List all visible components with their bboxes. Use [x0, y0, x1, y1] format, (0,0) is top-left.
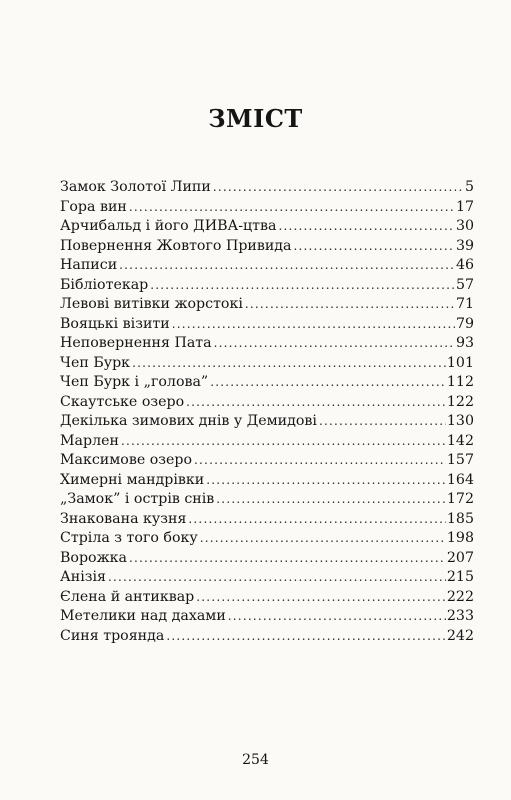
toc-entry — [60, 471, 474, 491]
toc-entry-title: Єлена й антиквар — [60, 588, 195, 605]
toc-entry-page: 112 — [446, 374, 474, 390]
toc-entry-page: 79 — [455, 315, 474, 332]
toc-entry — [60, 237, 474, 257]
dot-leader — [206, 471, 446, 491]
table-of-contents — [60, 178, 474, 646]
toc-entry — [60, 256, 474, 276]
toc-entry-page: 172 — [446, 491, 474, 507]
dot-leader — [108, 568, 446, 588]
dot-leader — [196, 588, 446, 608]
dot-leader — [188, 510, 446, 530]
dot-leader — [216, 490, 446, 510]
dot-leader — [214, 334, 455, 354]
toc-entry-page: 101 — [446, 354, 474, 371]
dot-leader — [166, 627, 446, 647]
toc-entry-page: 142 — [446, 432, 474, 449]
toc-entry-title: Декілька зимових днів у Демидові — [60, 413, 317, 429]
toc-entry — [60, 549, 474, 569]
dot-leader — [213, 178, 464, 198]
dot-leader — [278, 217, 454, 237]
dot-leader — [121, 432, 446, 452]
toc-entry-title: Ворожка — [60, 549, 127, 566]
toc-entry-title: Чеп Бурк і „голова” — [60, 374, 209, 390]
toc-entry-page: 215 — [446, 569, 474, 585]
toc-entry-page: 39 — [455, 237, 474, 254]
toc-entry — [60, 627, 474, 647]
page-number: 254 — [242, 752, 269, 768]
dot-leader — [194, 451, 446, 471]
dot-leader — [186, 393, 446, 413]
toc-entry — [60, 490, 474, 510]
toc-entry-title: Анізія — [60, 569, 106, 585]
toc-entry-page: 198 — [446, 530, 474, 546]
toc-entry-page: 130 — [446, 413, 474, 429]
toc-entry — [60, 354, 474, 374]
dot-leader — [210, 373, 446, 393]
dot-leader — [129, 549, 446, 569]
toc-entry — [60, 373, 474, 393]
toc-entry-page: 242 — [446, 627, 474, 644]
toc-entry-page: 185 — [446, 510, 474, 527]
toc-entry-title: Левові витівки жорстокі — [60, 296, 243, 312]
toc-entry-title: Марлен — [60, 432, 119, 449]
toc-entry-page: 17 — [455, 198, 474, 215]
toc-entry-title: Химерні мандрівки — [60, 471, 205, 488]
toc-entry-title: Стріла з того боку — [60, 530, 198, 546]
toc-entry-title: Скаутське озеро — [60, 393, 185, 410]
toc-entry — [60, 315, 474, 335]
toc-entry-page: 222 — [446, 588, 474, 605]
toc-entry-page: 164 — [446, 471, 474, 488]
dot-leader — [132, 354, 446, 374]
dot-leader — [228, 607, 446, 627]
toc-entry-title: Неповернення Пата — [60, 335, 212, 351]
toc-entry — [60, 178, 474, 198]
toc-entry — [60, 198, 474, 218]
dot-leader — [319, 412, 446, 432]
toc-entry-page: 157 — [446, 452, 474, 468]
toc-entry-title: Максимове озеро — [60, 452, 193, 468]
toc-entry-title: Бібліотекар — [60, 276, 149, 293]
toc-entry — [60, 334, 474, 354]
toc-entry-title: Повернення Жовтого Привида — [60, 237, 292, 254]
toc-entry — [60, 432, 474, 452]
toc-entry-title: Вояцькі візити — [60, 315, 170, 332]
dot-leader — [119, 256, 455, 276]
toc-entry-title: Чеп Бурк — [60, 354, 131, 371]
toc-entry — [60, 588, 474, 608]
toc-entry-title: Арчибальд і його ДИВА-цтва — [60, 218, 277, 234]
dot-leader — [129, 198, 455, 218]
toc-entry-page: 233 — [446, 608, 474, 624]
toc-entry — [60, 412, 474, 432]
toc-entry-page: 5 — [464, 179, 474, 195]
contents-heading: ЗМІСТ — [208, 104, 303, 133]
dot-leader — [294, 237, 455, 257]
dot-leader — [172, 315, 455, 335]
toc-entry — [60, 529, 474, 549]
toc-entry — [60, 451, 474, 471]
toc-entry-title: Замок Золотої Липи — [60, 179, 211, 195]
toc-entry-page: 122 — [446, 393, 474, 410]
toc-entry-page: 207 — [446, 549, 474, 566]
toc-entry — [60, 276, 474, 296]
toc-entry — [60, 607, 474, 627]
toc-entry-page: 93 — [455, 335, 474, 351]
toc-entry-page: 46 — [455, 257, 474, 273]
toc-entry-page: 71 — [455, 296, 474, 312]
toc-entry — [60, 568, 474, 588]
toc-entry-title: Метелики над дахами — [60, 608, 226, 624]
toc-entry — [60, 510, 474, 530]
toc-entry-page: 57 — [455, 276, 474, 293]
toc-entry — [60, 217, 474, 237]
toc-entry — [60, 393, 474, 413]
dot-leader — [200, 529, 446, 549]
toc-entry-title: Знакована кузня — [60, 510, 187, 527]
toc-entry — [60, 295, 474, 315]
dot-leader — [150, 276, 455, 296]
toc-entry-page: 30 — [455, 218, 474, 234]
toc-entry-title: Синя троянда — [60, 627, 165, 644]
toc-entry-title: Гора вин — [60, 198, 127, 215]
toc-entry-title: Написи — [60, 257, 118, 273]
dot-leader — [245, 295, 455, 315]
toc-entry-title: „Замок” і острів снів — [60, 491, 215, 507]
